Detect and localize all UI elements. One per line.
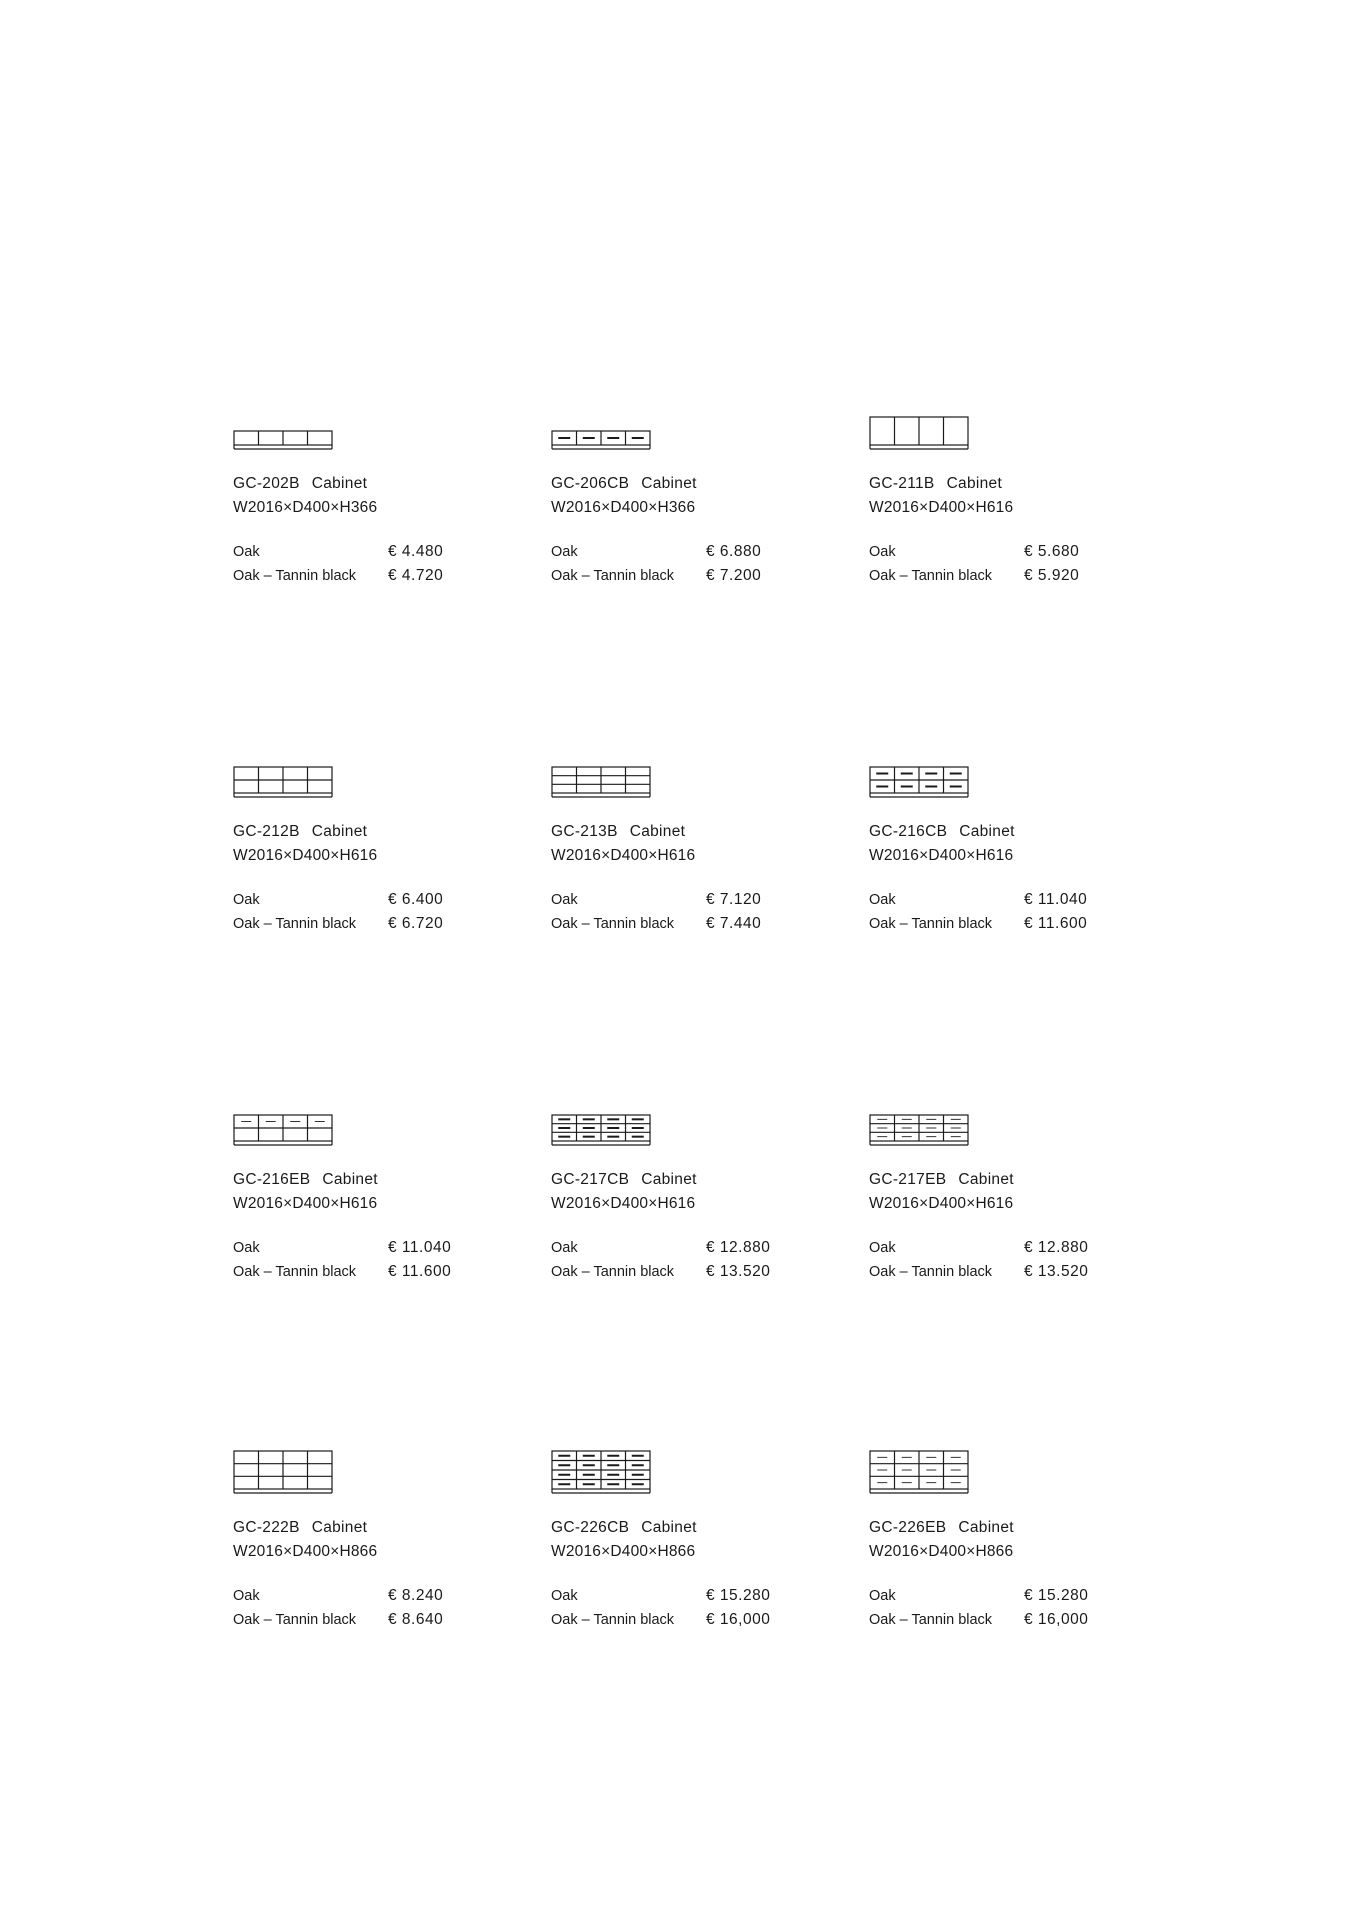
product-kind: Cabinet — [311, 475, 368, 492]
price-value: € 11.040 — [388, 1239, 452, 1256]
product-code: GC-206CB — [551, 475, 630, 492]
finish-label: Oak – Tannin black — [869, 568, 993, 584]
price-value: € 11.600 — [1024, 915, 1088, 932]
finish-label: Oak – Tannin black — [551, 568, 675, 584]
price-value: € 6.400 — [388, 891, 444, 908]
product-kind: Cabinet — [641, 475, 697, 492]
product-title — [551, 1518, 697, 1538]
price-value: € 7.120 — [706, 891, 762, 908]
finish-label: Oak – Tannin black — [233, 916, 357, 932]
price-value: € 8.240 — [388, 1587, 444, 1604]
product-kind: Cabinet — [322, 1171, 378, 1188]
price-value: € 13.520 — [706, 1263, 771, 1280]
cabinet-4-row-drawers-icon — [551, 1450, 651, 1496]
product-dimensions: W2016×D400×H866 — [233, 1543, 378, 1560]
product-title — [233, 822, 367, 842]
product-kind: Cabinet — [311, 823, 368, 840]
product-kind: Cabinet — [946, 475, 1003, 492]
price-value: € 12.880 — [706, 1239, 771, 1256]
finish-label: Oak — [551, 892, 578, 908]
cabinet-tall-open-icon — [869, 416, 969, 452]
product-title — [869, 474, 1002, 494]
product-dimensions: W2016×D400×H616 — [551, 847, 696, 864]
product-dimensions: W2016×D400×H616 — [869, 499, 1014, 516]
product-code: GC-213B — [551, 823, 618, 840]
price-value: € 11.040 — [1024, 891, 1088, 908]
price-value: € 15.280 — [706, 1587, 771, 1604]
product-code: GC-217EB — [869, 1171, 947, 1188]
price-value: € 11.600 — [388, 1263, 452, 1280]
product-title — [869, 1170, 1014, 1190]
finish-label: Oak — [869, 892, 896, 908]
cabinet-3-row-tall-open-icon — [233, 1450, 333, 1496]
product-code: GC-211B — [869, 475, 935, 492]
product-dimensions: W2016×D400×H616 — [551, 1195, 696, 1212]
cabinet-2-row-shelves-icon — [233, 1114, 333, 1148]
product-dimensions: W2016×D400×H616 — [233, 847, 378, 864]
product-title — [233, 1170, 378, 1190]
finish-label: Oak — [233, 892, 260, 908]
product-kind: Cabinet — [641, 1171, 697, 1188]
product-dimensions: W2016×D400×H616 — [233, 1195, 378, 1212]
product-kind: Cabinet — [958, 1171, 1014, 1188]
product-code: GC-226EB — [869, 1519, 947, 1536]
product-dimensions: W2016×D400×H866 — [869, 1543, 1014, 1560]
finish-label: Oak — [233, 1588, 260, 1604]
finish-label: Oak – Tannin black — [869, 1264, 993, 1280]
finish-label: Oak – Tannin black — [233, 1612, 357, 1628]
product-kind: Cabinet — [958, 1519, 1014, 1536]
product-code: GC-217CB — [551, 1171, 630, 1188]
cabinet-1-row-open-icon — [233, 430, 333, 452]
price-value: € 5.920 — [1024, 567, 1080, 584]
finish-label: Oak – Tannin black — [869, 916, 993, 932]
product-dimensions: W2016×D400×H366 — [551, 499, 696, 516]
cabinet-3-row-shelves-icon — [869, 1114, 969, 1148]
finish-label: Oak — [551, 544, 578, 560]
price-value: € 16,000 — [1024, 1611, 1089, 1628]
finish-label: Oak — [551, 1588, 578, 1604]
product-kind: Cabinet — [311, 1519, 368, 1536]
price-value: € 4.720 — [388, 567, 444, 584]
finish-label: Oak – Tannin black — [233, 568, 357, 584]
finish-label: Oak — [869, 1240, 896, 1256]
price-value: € 6.880 — [706, 543, 762, 560]
finish-label: Oak — [233, 1240, 260, 1256]
cabinet-1-row-drawers-icon — [551, 430, 651, 452]
price-value: € 7.440 — [706, 915, 762, 932]
finish-label: Oak – Tannin black — [551, 1264, 675, 1280]
price-value: € 15.280 — [1024, 1587, 1089, 1604]
product-kind: Cabinet — [959, 823, 1015, 840]
price-value: € 5.680 — [1024, 543, 1080, 560]
product-code: GC-226CB — [551, 1519, 630, 1536]
product-code: GC-222B — [233, 1519, 300, 1536]
product-dimensions: W2016×D400×H616 — [869, 1195, 1014, 1212]
product-title — [869, 1518, 1014, 1538]
price-value: € 6.720 — [388, 915, 444, 932]
price-value: € 12.880 — [1024, 1239, 1089, 1256]
product-code: GC-216CB — [869, 823, 948, 840]
price-value: € 7.200 — [706, 567, 762, 584]
finish-label: Oak — [869, 544, 896, 560]
product-title — [233, 1518, 367, 1538]
product-title — [551, 822, 685, 842]
product-title — [551, 474, 697, 494]
product-code: GC-212B — [233, 823, 300, 840]
product-kind: Cabinet — [629, 823, 686, 840]
cabinet-3-row-open-icon — [551, 766, 651, 800]
product-title — [551, 1170, 697, 1190]
cabinet-2-row-open-icon — [233, 766, 333, 800]
cabinet-3-row-shelves-tall-icon — [869, 1450, 969, 1496]
finish-label: Oak — [551, 1240, 578, 1256]
price-value: € 16,000 — [706, 1611, 771, 1628]
finish-label: Oak — [869, 1588, 896, 1604]
price-value: € 8.640 — [388, 1611, 444, 1628]
product-code: GC-202B — [233, 475, 300, 492]
finish-label: Oak – Tannin black — [233, 1264, 357, 1280]
product-dimensions: W2016×D400×H616 — [869, 847, 1014, 864]
product-dimensions: W2016×D400×H866 — [551, 1543, 696, 1560]
price-value: € 13.520 — [1024, 1263, 1089, 1280]
product-title — [869, 822, 1015, 842]
cabinet-3-row-drawers-icon — [551, 1114, 651, 1148]
finish-label: Oak – Tannin black — [551, 916, 675, 932]
product-dimensions: W2016×D400×H366 — [233, 499, 378, 516]
price-value: € 4.480 — [388, 543, 444, 560]
finish-label: Oak – Tannin black — [551, 1612, 675, 1628]
product-kind: Cabinet — [641, 1519, 697, 1536]
product-code: GC-216EB — [233, 1171, 311, 1188]
cabinet-2-row-drawers-icon — [869, 766, 969, 800]
finish-label: Oak – Tannin black — [869, 1612, 993, 1628]
finish-label: Oak — [233, 544, 260, 560]
product-title — [233, 474, 367, 494]
